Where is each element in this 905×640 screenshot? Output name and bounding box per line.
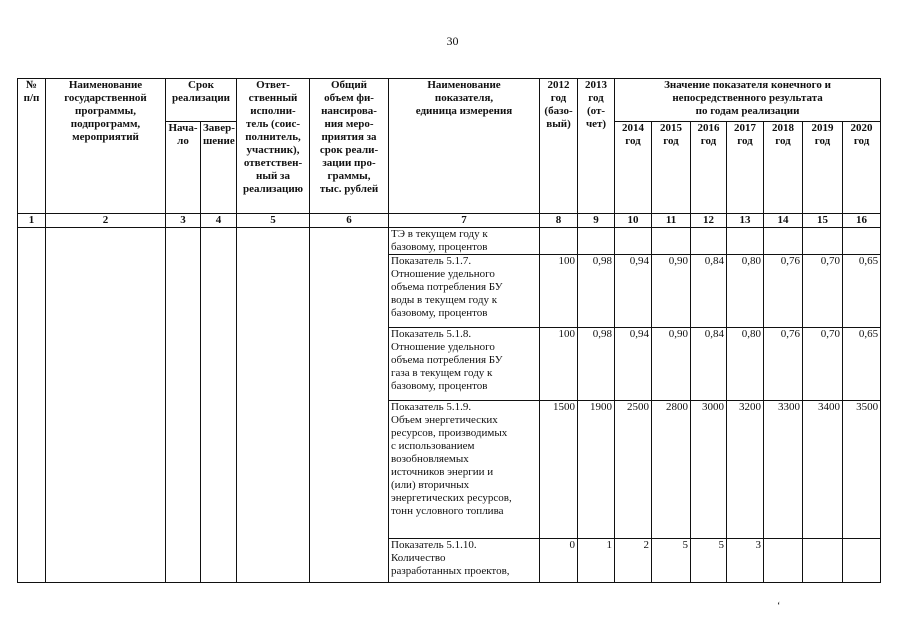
indicators-table xyxy=(17,78,881,583)
cell-year-value: 0,76 xyxy=(764,328,803,401)
header-year: 2014 год xyxy=(615,122,652,214)
cell-year-value: 0,70 xyxy=(803,328,843,401)
cell-financing xyxy=(310,228,389,583)
header-number: № п/п xyxy=(18,79,46,214)
cell-year-value xyxy=(652,228,691,255)
cell-indicator: Показатель 5.1.7. Отношение удельного объема потребления БУ воды в текущем году к базовому, процентов xyxy=(389,255,540,328)
cell-year-value: 0,90 xyxy=(652,255,691,328)
cell-year-value: 0,65 xyxy=(843,328,881,401)
cell-year-value: 5 xyxy=(652,539,691,583)
column-number: 4 xyxy=(201,214,237,228)
header-2012: 2012 год (базо- вый) xyxy=(540,79,578,214)
cell-year-value: 0,80 xyxy=(727,328,764,401)
cell-year-value: 3000 xyxy=(691,401,727,539)
header-start: Нача- ло xyxy=(166,122,201,214)
header-year: 2015 год xyxy=(652,122,691,214)
cell-year-value xyxy=(691,228,727,255)
cell-year-value: 0,94 xyxy=(615,255,652,328)
column-number: 13 xyxy=(727,214,764,228)
header-indicator-name: Наименование показателя, единица измерения xyxy=(389,79,540,214)
cell-year-value xyxy=(803,539,843,583)
cell-year-value: 3200 xyxy=(727,401,764,539)
cell-year-value: 3 xyxy=(727,539,764,583)
cell-year-value xyxy=(843,228,881,255)
column-number: 15 xyxy=(803,214,843,228)
cell-start xyxy=(166,228,201,583)
cell-year-value xyxy=(727,228,764,255)
cell-2012: 0 xyxy=(540,539,578,583)
cell-2012: 100 xyxy=(540,328,578,401)
scan-mark: ‘ xyxy=(777,601,781,612)
column-number: 9 xyxy=(578,214,615,228)
cell-indicator: Показатель 5.1.10. Количество разработанных проектов, xyxy=(389,539,540,583)
cell-indicator: Показатель 5.1.8. Отношение удельного объема потребления БУ газа в текущем году к базовому, процентов xyxy=(389,328,540,401)
cell-program-name xyxy=(46,228,166,583)
column-number: 3 xyxy=(166,214,201,228)
header-year: 2016 год xyxy=(691,122,727,214)
cell-year-value: 2 xyxy=(615,539,652,583)
cell-year-value: 0,80 xyxy=(727,255,764,328)
header-end: Завер- шение xyxy=(201,122,237,214)
page-number: 30 xyxy=(446,34,459,48)
cell-year-value xyxy=(764,539,803,583)
column-number: 10 xyxy=(615,214,652,228)
column-number: 5 xyxy=(237,214,310,228)
column-number: 16 xyxy=(843,214,881,228)
cell-year-value: 2800 xyxy=(652,401,691,539)
cell-2013: 1900 xyxy=(578,401,615,539)
table-row xyxy=(18,228,881,255)
cell-year-value: 0,94 xyxy=(615,328,652,401)
cell-number xyxy=(18,228,46,583)
column-number: 6 xyxy=(310,214,389,228)
cell-indicator: Показатель 5.1.9. Объем энергетических ресурсов, производимых с использованием возобновляемых источников энергии и (или) вторичных энергетических ресурсов, тонн условного топлива xyxy=(389,401,540,539)
cell-2013: 0,98 xyxy=(578,328,615,401)
column-number: 2 xyxy=(46,214,166,228)
header-values-by-year: Значение показателя конечного и непосредственного результата по годам реализации xyxy=(615,79,881,122)
cell-year-value: 0,84 xyxy=(691,255,727,328)
header-year: 2019 год xyxy=(803,122,843,214)
cell-2012 xyxy=(540,228,578,255)
column-number: 8 xyxy=(540,214,578,228)
cell-year-value: 0,84 xyxy=(691,328,727,401)
header-period: Срок реализации xyxy=(166,79,237,122)
cell-year-value: 0,90 xyxy=(652,328,691,401)
header-year: 2018 год xyxy=(764,122,803,214)
cell-year-value: 0,76 xyxy=(764,255,803,328)
header-year: 2020 год xyxy=(843,122,881,214)
column-number: 11 xyxy=(652,214,691,228)
cell-year-value xyxy=(803,228,843,255)
cell-responsible xyxy=(237,228,310,583)
cell-end xyxy=(201,228,237,583)
column-number: 7 xyxy=(389,214,540,228)
cell-2012: 1500 xyxy=(540,401,578,539)
header-2013: 2013 год (от- чет) xyxy=(578,79,615,214)
cell-year-value: 3400 xyxy=(803,401,843,539)
cell-2013 xyxy=(578,228,615,255)
cell-year-value: 2500 xyxy=(615,401,652,539)
header-program-name: Наименование государственной программы, подпрограмм, мероприятий xyxy=(46,79,166,214)
cell-year-value: 5 xyxy=(691,539,727,583)
cell-year-value xyxy=(843,539,881,583)
cell-indicator: ТЭ в текущем году к базовому, процентов xyxy=(389,228,540,255)
cell-year-value xyxy=(764,228,803,255)
column-number-row xyxy=(18,214,881,228)
cell-year-value: 3300 xyxy=(764,401,803,539)
cell-2012: 100 xyxy=(540,255,578,328)
cell-year-value xyxy=(615,228,652,255)
column-number: 14 xyxy=(764,214,803,228)
header-responsible: Ответ- ственный исполни- тель (соис- полнитель, участник), ответствен- ный за реализацию xyxy=(237,79,310,214)
cell-year-value: 0,70 xyxy=(803,255,843,328)
header-financing: Общий объем фи- нансирова- ния меро- приятия за срок реали- зации про- граммы, тыс. рублей xyxy=(310,79,389,214)
cell-2013: 1 xyxy=(578,539,615,583)
cell-2013: 0,98 xyxy=(578,255,615,328)
column-number: 12 xyxy=(691,214,727,228)
header-year: 2017 год xyxy=(727,122,764,214)
cell-year-value: 3500 xyxy=(843,401,881,539)
column-number: 1 xyxy=(18,214,46,228)
cell-year-value: 0,65 xyxy=(843,255,881,328)
